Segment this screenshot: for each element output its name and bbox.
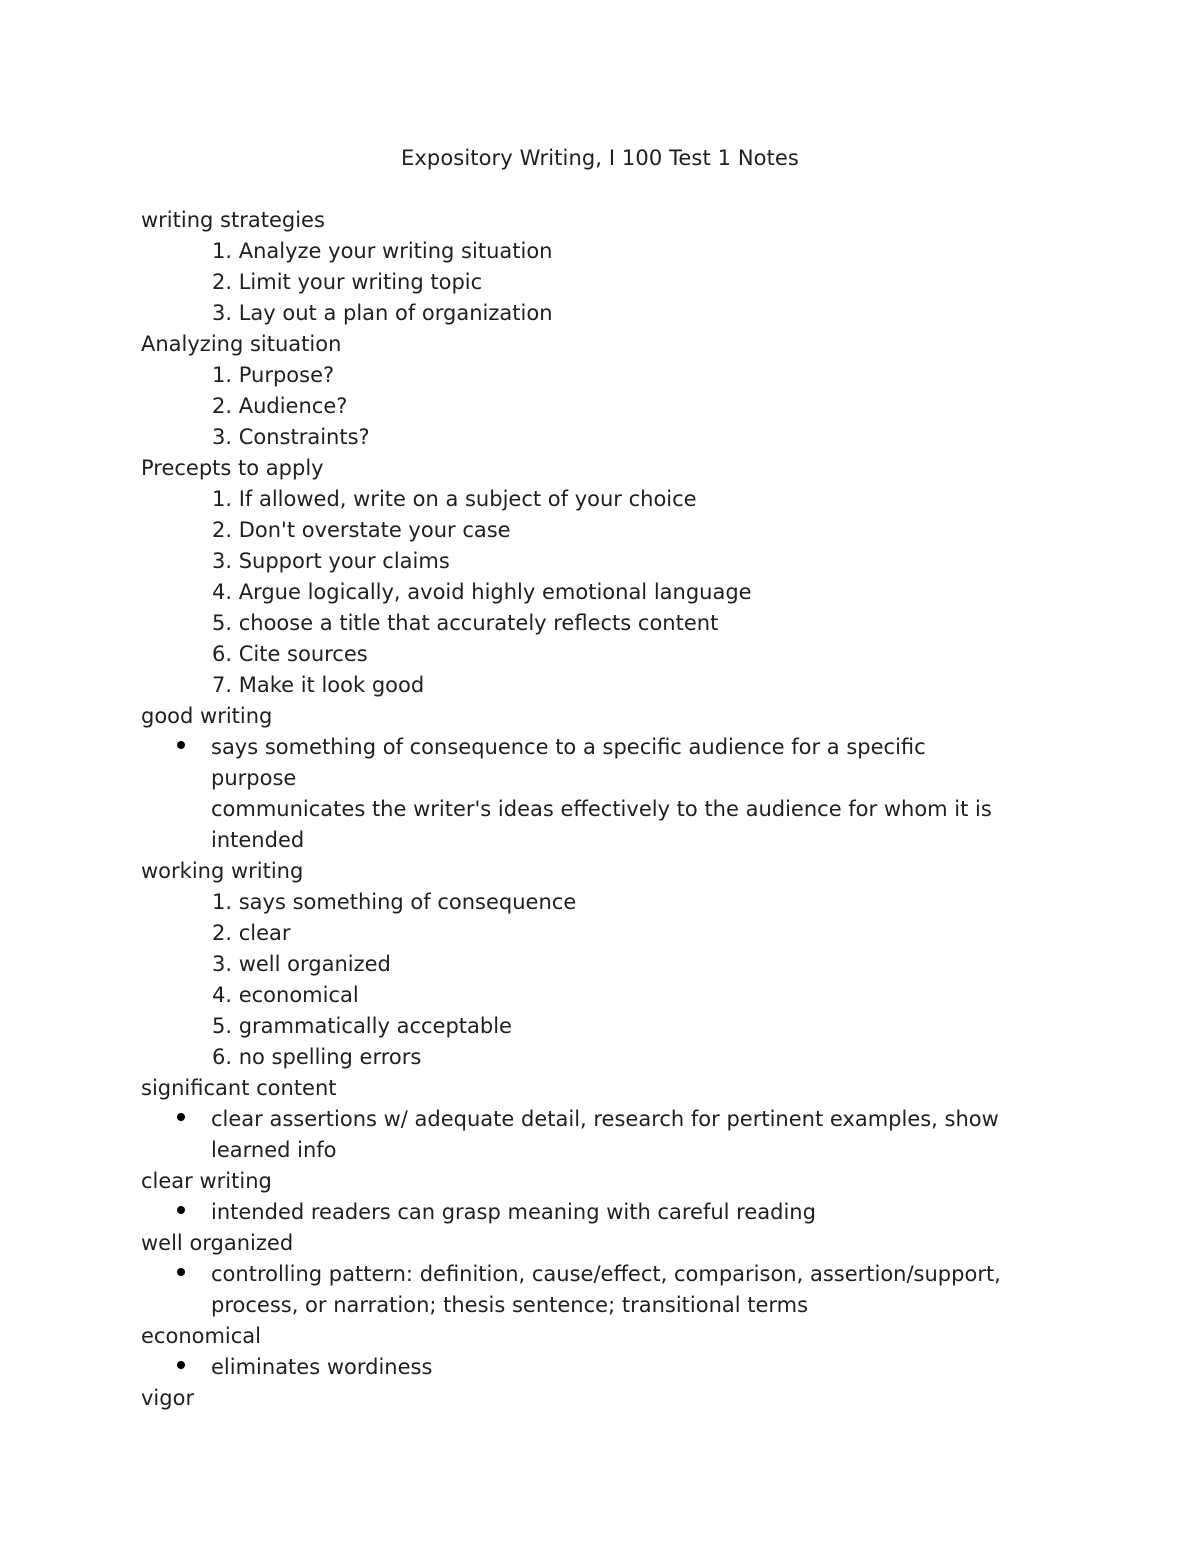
bullet-list-economical <box>141 1352 1021 1383</box>
bullet-icon <box>177 1113 185 1121</box>
list-item: 1. Analyze your writing situation <box>212 239 553 263</box>
list-item: 4. economical <box>212 983 359 1007</box>
bullet-item <box>141 1104 1001 1166</box>
bullet-text: clear assertions w/ adequate detail, research for pertinent examples, show learned info <box>211 1107 999 1162</box>
section-heading-economical: economical <box>141 1324 262 1348</box>
list-item: 3. well organized <box>212 952 391 976</box>
list-item: 7. Make it look good <box>212 673 425 697</box>
section-heading-clear-writing: clear writing <box>141 1169 272 1193</box>
bullet-icon <box>177 1361 185 1369</box>
list-item: 5. choose a title that accurately reflects content <box>212 611 719 635</box>
section-heading-significant-content: significant content <box>141 1076 337 1100</box>
bullet-icon <box>177 741 185 749</box>
section-heading-working-writing: working writing <box>141 859 304 883</box>
bullet-item <box>141 1352 1001 1383</box>
numbered-list-precepts <box>141 484 1021 701</box>
numbered-list-analyzing-situation <box>141 360 1021 453</box>
bullet-text: eliminates wordiness <box>211 1355 433 1379</box>
list-item: 6. Cite sources <box>212 642 368 666</box>
document-title: Expository Writing, I 100 Test 1 Notes <box>401 146 799 170</box>
list-item: 1. says something of consequence <box>212 890 577 914</box>
list-item: 2. Don't overstate your case <box>212 518 511 542</box>
section-heading-vigor: vigor <box>141 1386 195 1410</box>
list-item: 1. Purpose? <box>212 363 335 387</box>
list-item: 3. Lay out a plan of organization <box>212 301 553 325</box>
section-heading-analyzing-situation: Analyzing situation <box>141 332 342 356</box>
bullet-item <box>141 1197 1001 1228</box>
list-item: 2. Limit your writing topic <box>212 270 483 294</box>
bullet-text: controlling pattern: definition, cause/effect, comparison, assertion/support, process, or narration; thesis sentence; transitional terms <box>211 1262 1001 1317</box>
bullet-icon <box>177 1268 185 1276</box>
list-item: 6. no spelling errors <box>212 1045 422 1069</box>
bullet-list-significant-content <box>141 1104 1021 1166</box>
bullet-list-well-organized <box>141 1259 1021 1321</box>
list-item: 2. clear <box>212 921 291 945</box>
list-item: 1. If allowed, write on a subject of your choice <box>212 487 697 511</box>
list-item: 3. Constraints? <box>212 425 370 449</box>
section-heading-precepts: Precepts to apply <box>141 456 324 480</box>
bullet-item <box>141 1259 1001 1321</box>
list-item: 5. grammatically acceptable <box>212 1014 512 1038</box>
numbered-list-writing-strategies <box>141 236 1021 329</box>
numbered-list-working-writing <box>141 887 1021 1073</box>
bullet-text: intended readers can grasp meaning with careful reading <box>211 1200 816 1224</box>
bullet-list-good-writing <box>141 732 1021 856</box>
bullet-list-clear-writing <box>141 1197 1021 1228</box>
list-item: 4. Argue logically, avoid highly emotional language <box>212 580 752 604</box>
bullet-item <box>141 732 1001 856</box>
section-heading-good-writing: good writing <box>141 704 273 728</box>
list-item: 2. Audience? <box>212 394 348 418</box>
section-heading-writing-strategies: writing strategies <box>141 208 325 232</box>
bullet-icon <box>177 1206 185 1214</box>
document-body <box>141 205 1021 1414</box>
bullet-text: says something of consequence to a specific audience for a specific purpose communicates the writer's ideas effectively to the audience for whom it is intended <box>211 735 992 852</box>
list-item: 3. Support your claims <box>212 549 450 573</box>
section-heading-well-organized: well organized <box>141 1231 294 1255</box>
